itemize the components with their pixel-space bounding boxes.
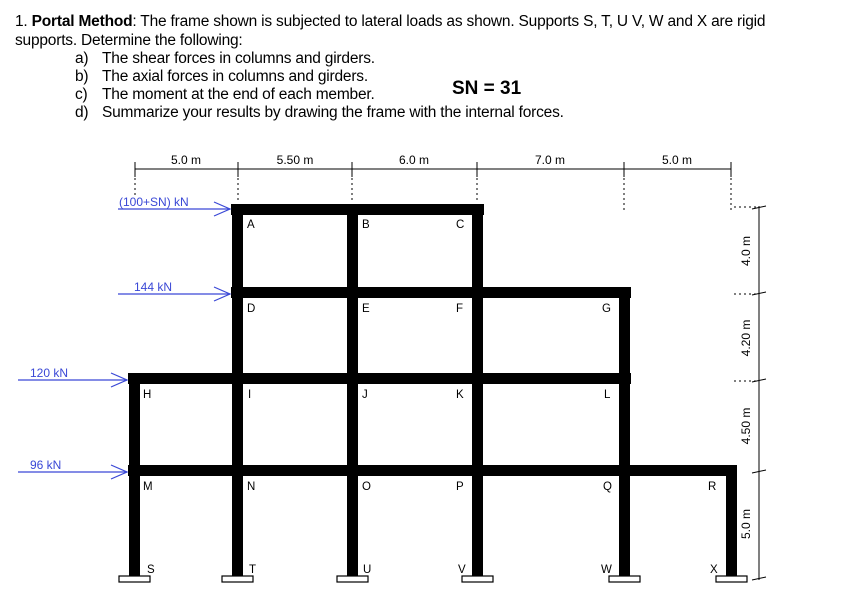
column-line-4: [472, 204, 483, 576]
problem-title: Portal Method: [31, 13, 133, 30]
node-label: Q: [603, 481, 612, 493]
fixed-support-icon: [609, 576, 640, 582]
node-label: G: [602, 303, 611, 315]
task-marker: b): [75, 68, 89, 85]
sn-label: SN = 31: [452, 78, 522, 99]
girder-level-1: [128, 465, 737, 476]
fixed-support-icon: [462, 576, 493, 582]
node-label: E: [362, 303, 370, 315]
fixed-support-icon: [222, 576, 253, 582]
node-label: I: [248, 389, 252, 401]
column-line-2: [232, 204, 243, 576]
node-label: H: [143, 389, 152, 401]
node-label: R: [708, 481, 717, 493]
column-line-6: [726, 465, 737, 576]
task-text: The shear forces in columns and girders.: [102, 50, 375, 67]
problem-intro-text: : The frame shown is subjected to lateral loads as shown. Supports S, T, U V, W and X are rigid supports. Determine the following:: [15, 13, 766, 49]
task-text: Summarize your results by drawing the frame with the internal forces.: [102, 104, 564, 121]
span-label: 5.0 m: [661, 153, 693, 167]
fixed-support-icon: [716, 576, 747, 582]
load-label-level-2: 120 kN: [30, 366, 69, 380]
load-label-roof: (100+SN) kN: [119, 195, 189, 209]
fixed-support-icon: [337, 576, 368, 582]
load-label-level-3: 144 kN: [134, 280, 173, 294]
task-marker: c): [75, 86, 88, 103]
node-label: F: [456, 303, 464, 315]
span-labels: [171, 153, 692, 167]
girder-level-3: [231, 287, 631, 298]
load-label-level-1: 96 kN: [30, 458, 62, 472]
node-label: D: [247, 303, 256, 315]
problem-number: 1.: [15, 13, 28, 30]
node-label: C: [456, 219, 465, 231]
node-label: T: [249, 564, 257, 576]
span-label: 5.50 m: [276, 153, 314, 167]
node-label: P: [456, 481, 464, 493]
node-label: O: [362, 481, 371, 493]
node-label: B: [362, 219, 370, 231]
node-label: K: [456, 389, 464, 401]
frame-members: [128, 204, 737, 576]
column-line-3: [347, 204, 358, 576]
lateral-loads: [18, 202, 230, 479]
height-label: 4.20 m: [739, 319, 753, 357]
height-label: 4.0 m: [739, 235, 753, 267]
task-text: The axial forces in columns and girders.: [102, 68, 368, 85]
task-marker: d): [75, 104, 89, 121]
height-label: 4.50 m: [739, 407, 753, 445]
column-line-1: [129, 373, 140, 576]
node-label: J: [362, 389, 368, 401]
node-label: L: [604, 389, 611, 401]
girder-level-2: [128, 373, 631, 384]
column-line-5: [619, 287, 630, 576]
node-label: W: [601, 564, 612, 576]
node-labels: [143, 219, 718, 576]
node-label: V: [458, 564, 466, 576]
node-label: X: [710, 564, 718, 576]
height-labels: [739, 236, 753, 539]
supports: [119, 576, 747, 582]
task-marker: a): [75, 50, 89, 67]
span-label: 5.0 m: [170, 153, 202, 167]
node-label: S: [147, 564, 155, 576]
node-label: N: [247, 481, 256, 493]
node-label: A: [247, 219, 255, 231]
task-text: The moment at the end of each member.: [102, 86, 375, 103]
node-label: U: [363, 564, 372, 576]
span-label: 7.0 m: [534, 153, 566, 167]
span-label: 6.0 m: [398, 153, 430, 167]
load-labels: [30, 195, 189, 472]
fixed-support-icon: [119, 576, 150, 582]
node-label: M: [143, 481, 153, 493]
height-label: 5.0 m: [739, 508, 753, 540]
